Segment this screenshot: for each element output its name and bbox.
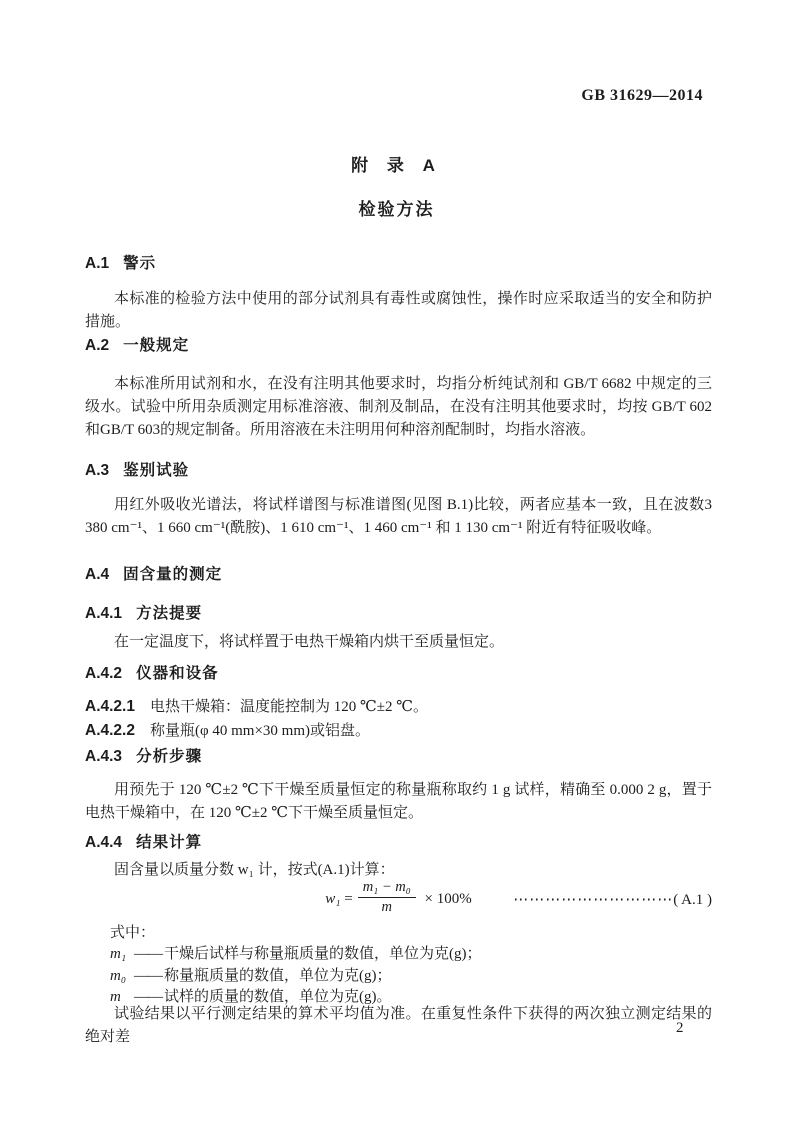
definition-text: 干燥后试样与称量瓶质量的数值，单位为克(g)；: [164, 946, 482, 962]
section-heading-a2: [85, 333, 189, 355]
paragraph-a3: 用红外吸收光谱法，将试样谱图与标准谱图(见图 B.1)比较，两者应基本一致，且在波数3 380 cm⁻¹、1 660 cm⁻¹(酰胺)、1 610 cm⁻¹、1 460 cm⁻¹ 和 1 130 cm⁻¹ 附近有特征吸收峰。: [85, 497, 712, 536]
section-number: A.1: [85, 255, 110, 272]
formula-equals: =: [344, 890, 353, 907]
definition-symbol: m: [110, 989, 121, 1005]
paragraph-a41: 在一定温度下，将试样置于电热干燥箱内烘干至质量恒定。: [114, 634, 505, 650]
section-number: A.4: [85, 566, 110, 583]
section-heading-a43: [85, 744, 202, 766]
item-number: A.4.2.2: [85, 722, 135, 739]
section-heading-a1: [85, 251, 156, 273]
section-title: 方法提要: [136, 605, 203, 622]
section-title: 结果计算: [136, 834, 203, 851]
section-number: A.4.2: [85, 665, 123, 682]
page-number: 2: [676, 1020, 684, 1036]
item-number: A.4.2.1: [85, 698, 135, 715]
formula-leader-dots: ⋯⋯⋯⋯⋯⋯⋯⋯⋯⋯: [513, 892, 674, 908]
formula-a1: [85, 878, 712, 920]
section-number: A.4.3: [85, 748, 123, 765]
header-standard-code: GB 31629—2014: [581, 87, 703, 104]
section-heading-a4: [85, 562, 222, 584]
section-heading-a44: [85, 830, 202, 852]
item-text: 电热干燥箱：温度能控制为 120 ℃±2 ℃。: [149, 699, 429, 715]
paragraph-a2: 本标准所用试剂和水，在没有注明其他要求时，均指分析纯试剂和 GB/T 6682 中规定的三级水。试验中所用杂质测定用标准溶液、制剂及制品，在没有注明其他要求时，均按 GB/T 602 和GB/T 603的规定制备。所用溶液在未注明用何种溶剂配制时，均指水溶液。: [85, 376, 712, 438]
formula-denominator: m: [381, 899, 392, 915]
definition-row-m1: [110, 942, 712, 963]
where-label: 式中：: [110, 925, 156, 941]
section-heading-a42: [85, 661, 219, 683]
section-heading-a3: [85, 458, 189, 480]
formula-multiplier: × 100%: [424, 890, 472, 907]
section-title: 固含量的测定: [123, 566, 223, 583]
definition-text: 试样的质量的数值，单位为克(g)。: [164, 989, 392, 1005]
section-number: A.4.1: [85, 605, 123, 622]
paragraph-a44-intro: 固含量以质量分数 w₁ 计，按式(A.1)计算：: [114, 862, 395, 878]
section-heading-a41: [85, 601, 202, 623]
definition-symbol: m₀: [110, 968, 127, 984]
formula-reference: [513, 890, 712, 909]
section-title: 鉴别试验: [123, 462, 190, 479]
formula-expression: [325, 881, 471, 918]
paragraph-a43: 用预先于 120 ℃±2 ℃下干燥至质量恒定的称量瓶称取约 1 g 试样，精确至 0.000 2 g，置于电热干燥箱中，在 120 ℃±2 ℃下干燥至质量恒定。: [85, 782, 712, 821]
definition-dash: ——: [134, 946, 162, 962]
paragraph-a1: 本标准的检验方法中使用的部分试剂具有毒性或腐蚀性，操作时应采取适当的安全和防护措施。: [85, 291, 712, 330]
annex-subtitle: 检验方法: [358, 200, 435, 219]
definition-symbol: m₁: [110, 946, 127, 962]
section-number: A.2: [85, 337, 110, 354]
item-a421: [85, 695, 725, 716]
section-number: A.4.4: [85, 834, 123, 851]
formula-fraction: [358, 879, 416, 916]
definition-row-m0: [110, 964, 712, 985]
annex-title: 附 录 A: [351, 156, 442, 175]
section-title: 警示: [123, 255, 157, 272]
item-text: 称量瓶(φ 40 mm×30 mm)或铝盘。: [149, 723, 371, 739]
paragraph-a44-closing: 试验结果以平行测定结果的算术平均值为准。在重复性条件下获得的两次独立测定结果的绝对差: [85, 1006, 712, 1045]
formula-numerator: m₁ − m₀: [358, 879, 416, 898]
definition-dash: ——: [134, 989, 162, 1005]
definition-text: 称量瓶质量的数值，单位为克(g)；: [164, 968, 392, 984]
formula-label: ( A.1 ): [673, 892, 712, 908]
section-title: 分析步骤: [136, 748, 203, 765]
definition-dash: ——: [134, 968, 162, 984]
formula-lhs: w₁: [325, 890, 341, 907]
section-title: 仪器和设备: [136, 665, 219, 682]
section-number: A.3: [85, 462, 110, 479]
section-title: 一般规定: [123, 337, 190, 354]
item-a422: [85, 719, 725, 740]
